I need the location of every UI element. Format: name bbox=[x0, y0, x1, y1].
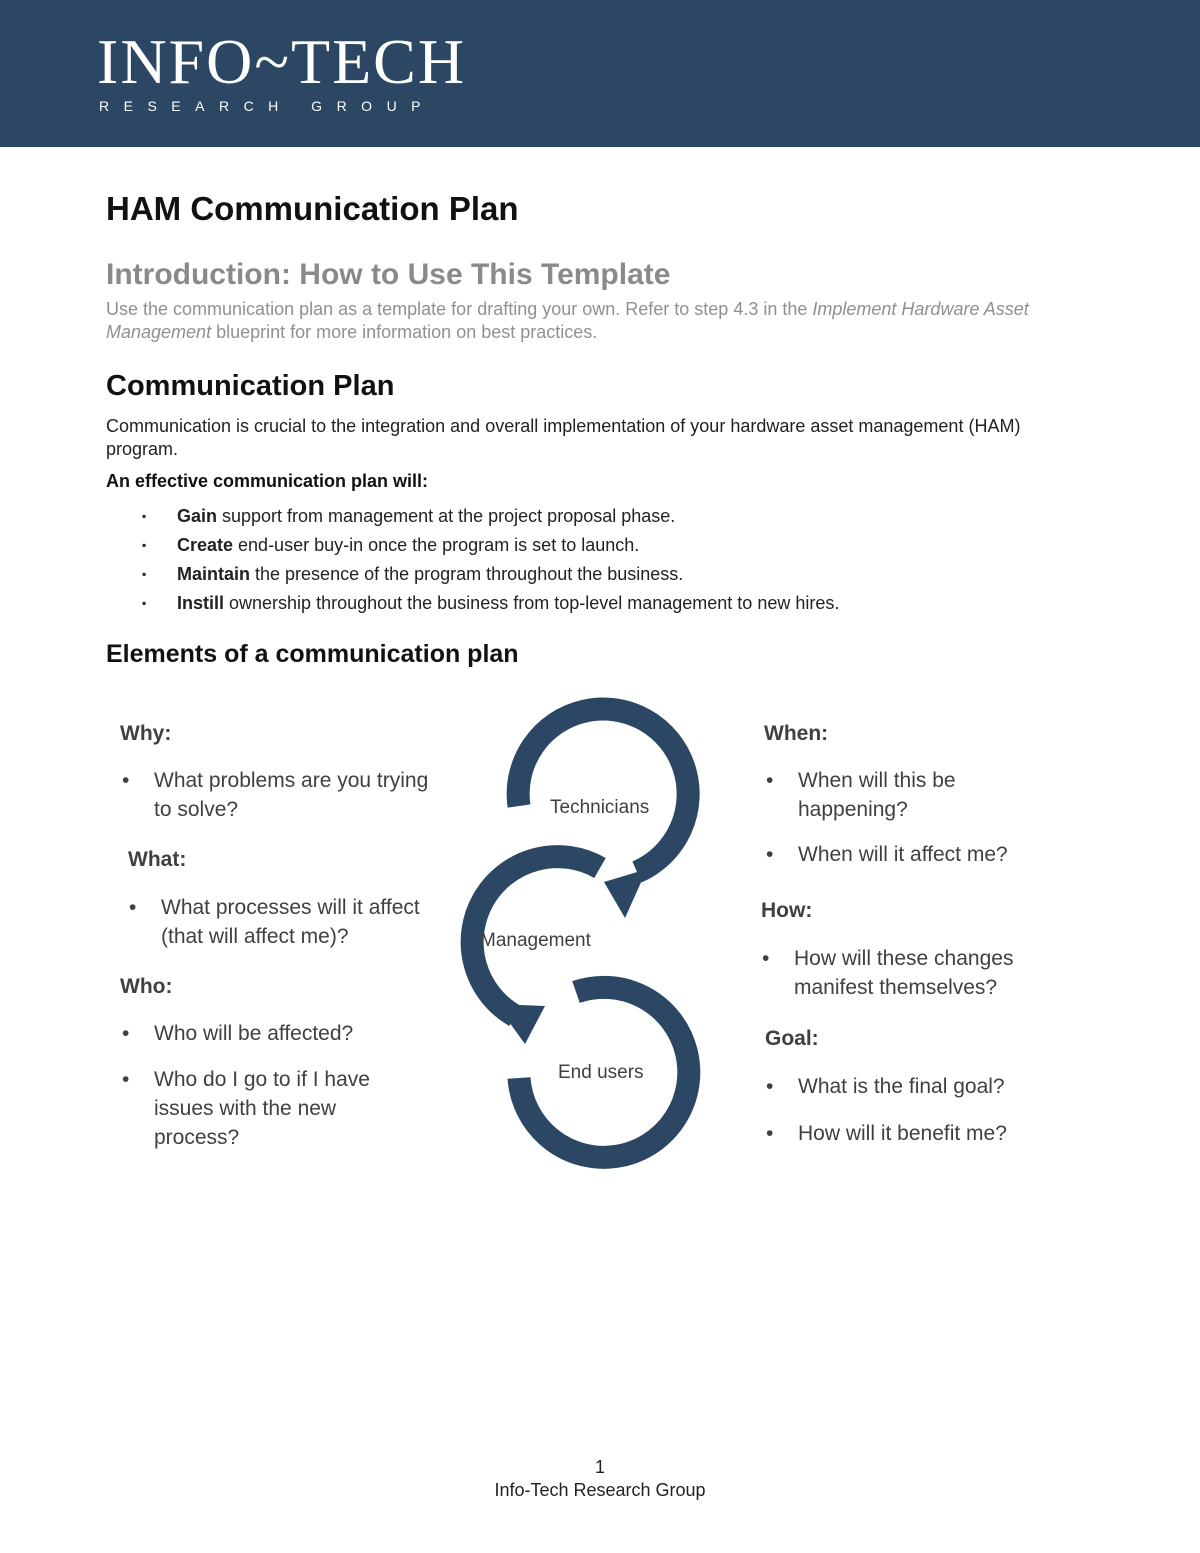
goal-heading: Goal: bbox=[765, 1027, 819, 1050]
header-band bbox=[0, 0, 1200, 147]
bullet-glyph: • bbox=[122, 1068, 130, 1091]
footer-org: Info-Tech Research Group bbox=[494, 1480, 706, 1500]
communication-diagram bbox=[0, 690, 1200, 1190]
effective-plan-lead: An effective communication plan will: bbox=[106, 471, 429, 491]
cycle-arrowhead-technicians bbox=[604, 869, 647, 918]
bullet-glyph: • bbox=[766, 1075, 774, 1098]
what-item bbox=[129, 893, 451, 951]
list-item bbox=[142, 502, 1086, 531]
who-item bbox=[122, 1065, 414, 1152]
why-item-text: What problems are you trying to solve? bbox=[154, 769, 429, 821]
who-item-text: Who do I go to if I have issues with the new process? bbox=[154, 1068, 370, 1149]
what-heading: What: bbox=[128, 848, 187, 871]
cycle-label-management: Management bbox=[480, 930, 591, 951]
logo-subtitle: RESEARCH GROUP bbox=[99, 98, 436, 114]
when-item bbox=[766, 766, 1058, 824]
page-number: 1 bbox=[594, 1457, 605, 1477]
list-item-text: the presence of the program throughout the business. bbox=[250, 564, 684, 584]
list-item-text: ownership throughout the business from top-level management to new hires. bbox=[224, 593, 840, 613]
who-heading: Who: bbox=[120, 975, 173, 998]
intro-text bbox=[106, 298, 1086, 344]
list-item-keyword: Maintain bbox=[177, 564, 251, 584]
who-item-text: Who will be affected? bbox=[154, 1022, 354, 1045]
list-item-text: end-user buy-in once the program is set to launch. bbox=[233, 535, 640, 555]
how-item-text: How will these changes manifest themselves? bbox=[794, 947, 1014, 999]
why-item bbox=[122, 766, 444, 824]
blueprint-title: Implement Hardware Asset Management bbox=[106, 299, 1029, 342]
how-heading: How: bbox=[761, 899, 813, 922]
bullet-glyph: • bbox=[762, 947, 770, 970]
when-item-text: When will it affect me? bbox=[798, 843, 1008, 866]
intro-text-part-2: blueprint for more information on best practices. bbox=[211, 322, 598, 342]
when-heading: When: bbox=[764, 722, 829, 745]
list-item-keyword: Create bbox=[177, 535, 234, 555]
bullet-glyph: • bbox=[766, 843, 774, 866]
list-item-keyword: Instill bbox=[177, 593, 225, 613]
goal-item-text: How will it benefit me? bbox=[798, 1122, 1007, 1145]
communication-plan-paragraph: Communication is crucial to the integration and overall implementation of your hardware asset management (HAM) program. bbox=[106, 416, 1021, 459]
page-title: HAM Communication Plan bbox=[106, 190, 519, 227]
list-item-text: support from management at the project proposal phase. bbox=[217, 506, 676, 526]
list-item bbox=[142, 589, 1086, 618]
bullet-glyph: • bbox=[766, 769, 774, 792]
logo bbox=[97, 26, 467, 97]
cycle-label-end-users: End users bbox=[558, 1062, 644, 1083]
communication-plan-heading: Communication Plan bbox=[106, 370, 395, 402]
effective-plan-list bbox=[106, 502, 1086, 618]
bullet-glyph: • bbox=[129, 896, 137, 919]
bullet-glyph: • bbox=[122, 1022, 130, 1045]
goal-item bbox=[766, 1072, 1078, 1101]
list-item bbox=[142, 560, 1086, 589]
bullet-glyph: • bbox=[122, 769, 130, 792]
list-item bbox=[142, 531, 1086, 560]
goal-item-text: What is the final goal? bbox=[798, 1075, 1005, 1098]
how-item bbox=[762, 944, 1064, 1002]
when-item-text: When will this be happening? bbox=[798, 769, 956, 821]
why-heading: Why: bbox=[120, 722, 172, 745]
logo-text: INFO~TECH bbox=[97, 26, 467, 97]
who-item bbox=[122, 1019, 414, 1048]
cycle-arrowhead-management bbox=[496, 1004, 545, 1044]
intro-text-part-1: Use the communication plan as a template for drafting your own. Refer to step 4.3 in the bbox=[106, 299, 813, 319]
elements-heading: Elements of a communication plan bbox=[106, 640, 519, 668]
cycle-label-technicians: Technicians bbox=[550, 797, 650, 818]
goal-item bbox=[766, 1119, 1078, 1148]
intro-heading: Introduction: How to Use This Template bbox=[106, 258, 671, 291]
document-body bbox=[106, 190, 1086, 669]
when-item bbox=[766, 840, 1058, 869]
bullet-glyph: • bbox=[766, 1122, 774, 1145]
what-item-text: What processes will it affect (that will affect me)? bbox=[161, 896, 420, 948]
list-item-keyword: Gain bbox=[177, 506, 218, 526]
